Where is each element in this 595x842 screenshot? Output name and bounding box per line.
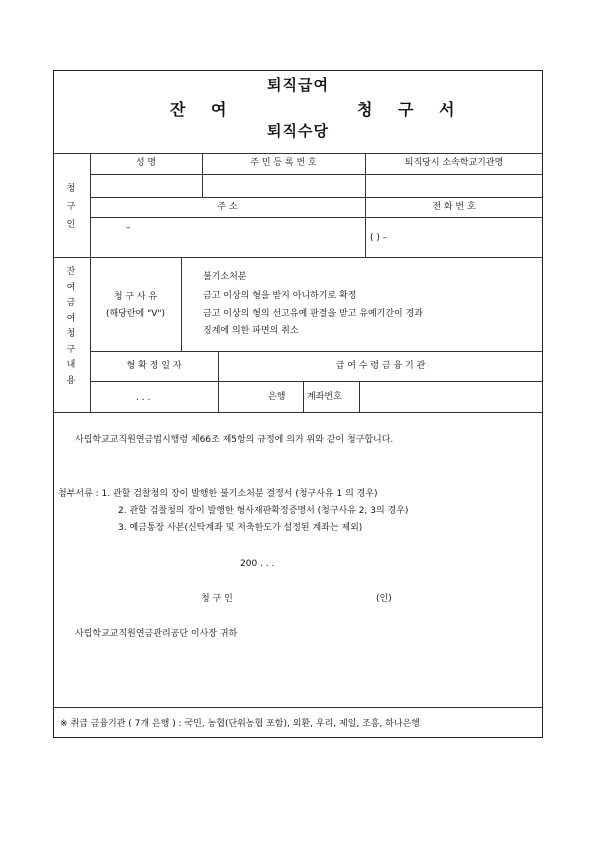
divider: [90, 174, 543, 175]
reason-item: 불기소처분: [203, 272, 247, 282]
divider: [53, 153, 543, 154]
divider: [90, 351, 543, 352]
divider: [303, 381, 304, 412]
divider: [359, 381, 360, 412]
address-dash: –: [126, 223, 131, 233]
claim-date: 200 . . .: [240, 559, 275, 569]
reason-label: 청 구 사 유: [113, 292, 158, 302]
divider: [53, 257, 543, 258]
name-header: 성 명: [135, 158, 157, 168]
title-line3: 퇴직수당: [267, 122, 329, 140]
divider: [90, 153, 91, 412]
divider: [90, 381, 543, 382]
address-header: 주 소: [217, 202, 238, 212]
confirm-date-value: . . .: [136, 393, 151, 403]
reason-item: 금고 이상의 형의 선고유예 판결을 받고 유예기간이 경과: [203, 309, 423, 319]
claimant-label: 청 구 인: [201, 594, 233, 604]
footer-note: ※ 취급 금융기관 ( 7개 은행 ) : 국민, 농협(단위농협 포함), 외환, 우리, 제일, 조흥, 하나은행: [60, 719, 420, 729]
divider: [53, 412, 543, 413]
bank-header: 급 여 수 령 금 융 기 관: [335, 361, 426, 371]
applicant-side-label: 청구인: [66, 184, 76, 230]
claim-side-label: 잔여금여청구내용: [66, 267, 76, 386]
attachment-item: 첨부서류 : 1. 관할 검찰청의 장이 발행한 불기소처분 결정서 (청구사유 1 의 경우): [58, 489, 378, 499]
attachment-item: 3. 예금통장 사본(신탁계좌 및 저축한도가 설정된 계좌는 제외): [118, 523, 363, 533]
rrn-header: 주 민 등 록 번 호: [250, 158, 317, 168]
account-label: 계좌번호: [307, 392, 342, 402]
confirm-date-label: 형 확 정 일 자: [126, 361, 182, 371]
org-header: 퇴직당시 소속학교기관명: [404, 158, 504, 168]
seal-mark: (인): [376, 594, 392, 604]
reason-item: 징계에 의한 파면의 취소: [203, 326, 299, 336]
statement: 사립학교교직원연금법시행령 제66조 제5항의 규정에 의거 위와 같이 청구합니다.: [75, 435, 394, 445]
attachment-item: 2. 관할 검찰청의 장이 발행한 형사재판확정증명서 (청구사유 2, 3의 경우): [118, 506, 409, 516]
divider: [181, 257, 182, 351]
title-left: 잔 여: [170, 100, 237, 119]
divider: [53, 707, 543, 708]
reason-item: 금고 이상의 형을 받지 아니하기로 확정: [203, 291, 357, 301]
reason-note: (해당란에 "V"): [105, 309, 166, 319]
phone-header: 전 화 번 호: [432, 202, 476, 212]
divider: [90, 217, 543, 218]
title-line1: 퇴직급여: [267, 76, 329, 94]
title-right: 청 구 서: [357, 100, 465, 119]
phone-format: ( ) –: [370, 233, 388, 243]
bank-label: 은행: [268, 392, 286, 402]
recipient: 사립학교교직원연금관리공단 이사장 귀하: [75, 629, 238, 639]
divider: [90, 197, 543, 198]
